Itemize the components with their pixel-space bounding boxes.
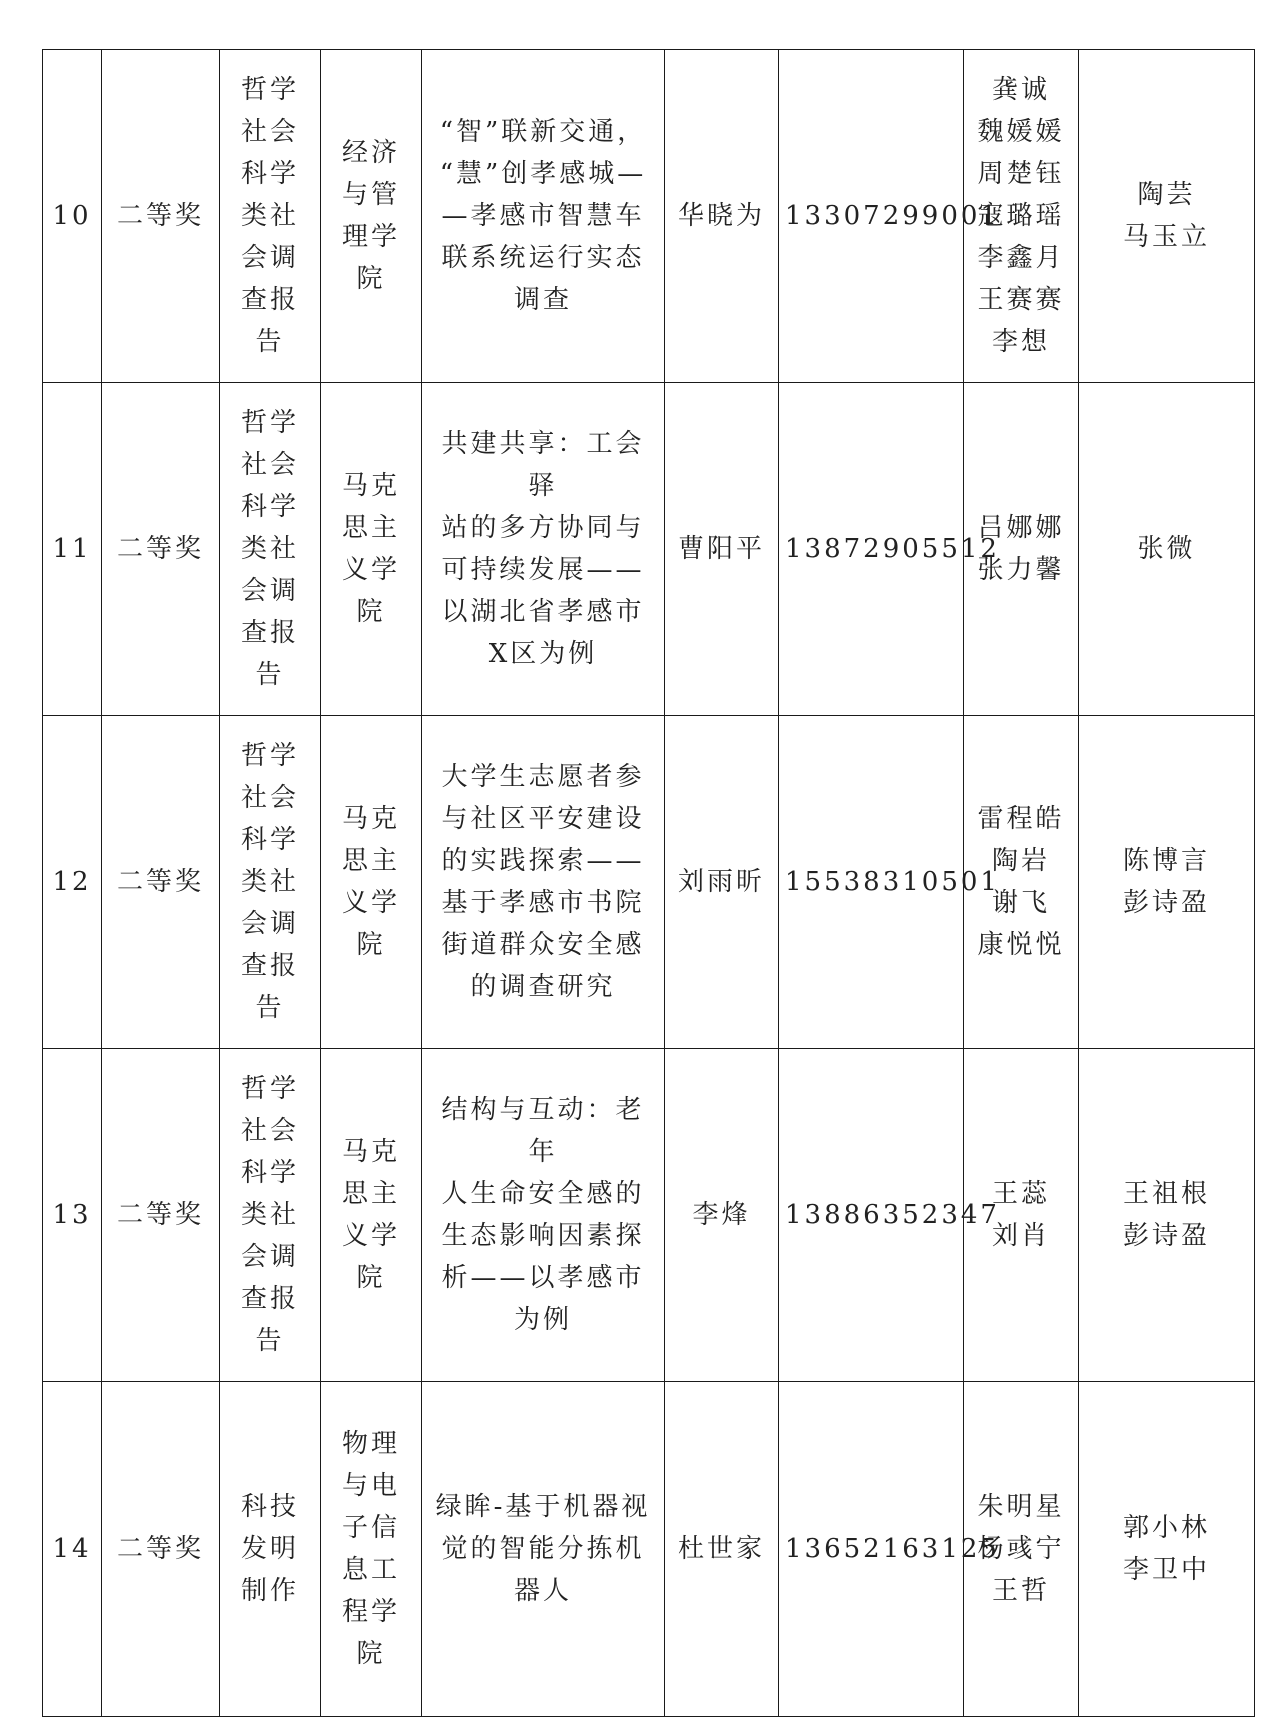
- college-cell: 物理 与电 子信 息工 程学 院: [321, 1382, 422, 1717]
- table-row: [43, 716, 1255, 1049]
- row-number-cell: 12: [43, 716, 102, 1049]
- leader-cell: 曹阳平: [665, 383, 779, 716]
- phone-cell: 13886352347: [779, 1049, 964, 1382]
- category-cell: 科技 发明 制作: [220, 1382, 321, 1717]
- row-number-cell: 14: [43, 1382, 102, 1717]
- phone-cell: 13307299001: [779, 50, 964, 383]
- project-title-cell: 大学生志愿者参 与社区平安建设 的实践探索—— 基于孝感市书院 街道群众安全感 的调查研究: [422, 716, 665, 1049]
- members-cell: 朱明星 杨彧宁 王哲: [964, 1382, 1079, 1717]
- advisors-cell: 王祖根 彭诗盈: [1079, 1049, 1255, 1382]
- project-title-cell: 绿眸-基于机器视 觉的智能分拣机 器人: [422, 1382, 665, 1717]
- table-row: [43, 50, 1255, 383]
- table-row: [43, 1049, 1255, 1382]
- category-cell: 哲学 社会 科学 类社 会调 查报 告: [220, 716, 321, 1049]
- award-level-cell: 二等奖: [102, 716, 220, 1049]
- members-cell: 雷程皓 陶岩 谢飞 康悦悦: [964, 716, 1079, 1049]
- category-cell: 哲学 社会 科学 类社 会调 查报 告: [220, 1049, 321, 1382]
- college-cell: 经济 与管 理学 院: [321, 50, 422, 383]
- awards-table: [42, 49, 1255, 1717]
- advisors-cell: 郭小林 李卫中: [1079, 1382, 1255, 1717]
- college-cell: 马克 思主 义学 院: [321, 383, 422, 716]
- advisors-cell: 陶芸 马玉立: [1079, 50, 1255, 383]
- phone-cell: 13872905512: [779, 383, 964, 716]
- project-title-cell: 结构与互动：老年 人生命安全感的 生态影响因素探 析——以孝感市 为例: [422, 1049, 665, 1382]
- project-title-cell: 共建共享：工会驿 站的多方协同与 可持续发展—— 以湖北省孝感市 X区为例: [422, 383, 665, 716]
- row-number-cell: 11: [43, 383, 102, 716]
- members-cell: 吕娜娜 张力馨: [964, 383, 1079, 716]
- leader-cell: 刘雨昕: [665, 716, 779, 1049]
- college-cell: 马克 思主 义学 院: [321, 716, 422, 1049]
- award-level-cell: 二等奖: [102, 50, 220, 383]
- advisors-cell: 陈博言 彭诗盈: [1079, 716, 1255, 1049]
- category-cell: 哲学 社会 科学 类社 会调 查报 告: [220, 383, 321, 716]
- advisors-cell: 张微: [1079, 383, 1255, 716]
- leader-cell: 华晓为: [665, 50, 779, 383]
- table-row: [43, 1382, 1255, 1717]
- award-level-cell: 二等奖: [102, 1382, 220, 1717]
- table-row: [43, 383, 1255, 716]
- phone-cell: 15538310501: [779, 716, 964, 1049]
- members-cell: 龚诚 魏媛媛 周楚钰 寇璐瑶 李鑫月 王赛赛 李想: [964, 50, 1079, 383]
- phone-cell: 13652163125: [779, 1382, 964, 1717]
- college-cell: 马克 思主 义学 院: [321, 1049, 422, 1382]
- leader-cell: 杜世家: [665, 1382, 779, 1717]
- row-number-cell: 10: [43, 50, 102, 383]
- members-cell: 王蕊 刘肖: [964, 1049, 1079, 1382]
- award-level-cell: 二等奖: [102, 1049, 220, 1382]
- project-title-cell: “智”联新交通， “慧”创孝感城— —孝感市智慧车 联系统运行实态 调查: [422, 50, 665, 383]
- row-number-cell: 13: [43, 1049, 102, 1382]
- leader-cell: 李烽: [665, 1049, 779, 1382]
- award-level-cell: 二等奖: [102, 383, 220, 716]
- category-cell: 哲学 社会 科学 类社 会调 查报 告: [220, 50, 321, 383]
